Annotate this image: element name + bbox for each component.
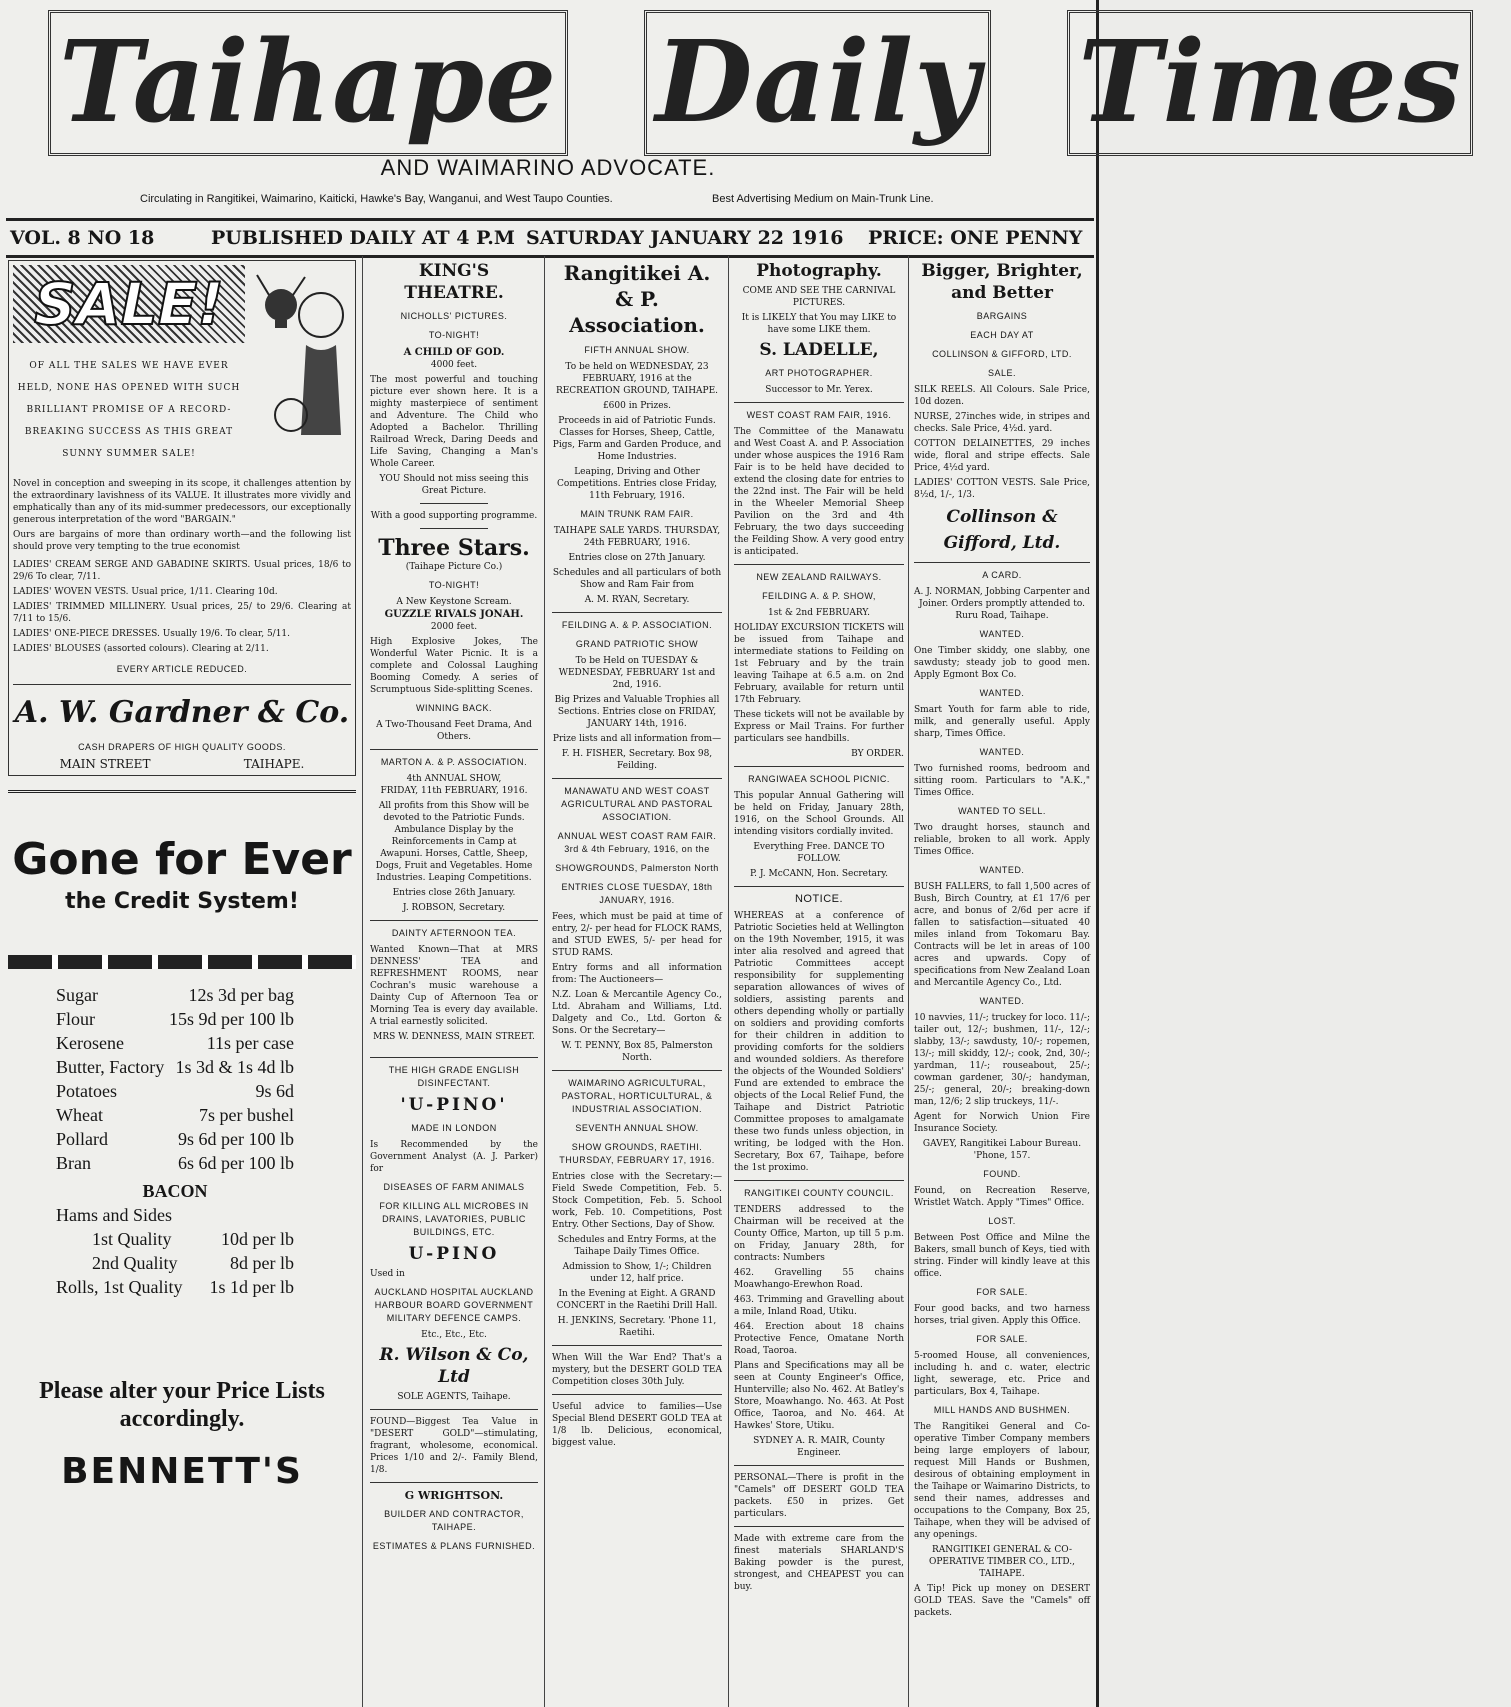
sale-item: LADIES' BLOUSES (assorted colours). Clearing at 2/11. [13,644,269,654]
penny-sec: W. T. PENNY, Box 85, Palmerston North. [561,1041,713,1063]
wanted-5-text: 10 navvies, 11/-; truckey for loco. 11/-; tailer out, 12/-; bushmen, 11/-, 12/-; slabby, 13/-; sawdusty, 10/-; ropemen, 13/-; mill skiddy, 12/-; cook, 2nd, 30/-; yardman, 11/-; rouseabout, 25/-; cowman gardener, 30/-; handyman, 25/-; general, 20/-; breaking-down man, 12/6; 2 slip truckeys, 11/-. [914,1013,1090,1107]
show-leaping: Leaping, Driving and Other Competitions. Entries close Friday, 11th February, 1916. [557,467,717,501]
issue-price: PRICE: ONE PENNY [868,227,1083,249]
price-list [8,977,356,1299]
miss-text: YOU Should not miss seeing this Great Picture. [379,474,529,496]
collinson-gifford: COLLINSON & GIFFORD, LTD. [932,349,1072,359]
gone-title: Gone for Ever [12,834,352,885]
found-head: FOUND. [983,1169,1021,1179]
gardner-address [13,758,351,771]
price-row: Kerosene 11s per case [56,1033,294,1053]
made-in-london: MADE IN LONDON [411,1123,497,1133]
column-rule [908,256,909,1707]
sale-item: LADIES' WOVEN VESTS. Usual price, 1/11. Clearing 10d. [13,587,278,597]
holiday-excursion: HOLIDAY EXCURSION TICKETS will be issued from Taihape and intermediate stations to Feilding on 1st February and by the train leaving Taihape at 6.5 a.m. on 2nd February, available for return until 17th February. [734,623,904,705]
rangiwaea-picnic: RANGIWAEA SCHOOL PICNIC. [748,774,890,784]
column-rule [728,256,729,1707]
gardner-town: TAIHAPE. [243,757,305,771]
kings-theatre: KING'S THEATRE. [404,261,504,303]
feilding-show: FEILDING A. & P. SHOW, [762,591,876,601]
masthead [10,10,1462,160]
volume-number: VOL. 8 NO 18 [10,227,155,249]
title-word-1: Taihape [48,10,568,156]
mill-hands: MILL HANDS AND BUSHMEN. [933,1405,1071,1415]
lost-head: LOST. [988,1216,1016,1226]
wanted-3: WANTED. [979,747,1025,757]
winning-text: A Two-Thousand Feet Drama, And Others. [376,720,532,742]
please-alter: Please alter your Price Lists accordingly. [39,1378,325,1432]
masthead-title [10,10,1462,156]
feet-2: 2000 feet. [430,622,478,632]
notice-head: NOTICE. [794,893,844,905]
art-photographer: ART PHOTOGRAPHER. [765,368,873,378]
manawatu-head: MANAWATU AND WEST COAST AGRICULTURAL AND PASTORAL ASSOCIATION. [561,786,713,822]
feilding-held: To be Held on TUESDAY & WEDNESDAY, FEBRUARY 1st and 2nd, 1916. [558,656,716,690]
tonight: TO-NIGHT! [428,330,480,340]
winning-back: WINNING BACK. [415,703,492,713]
tip: A Tip! Pick up money on DESERT GOLD TEAS. Save the "Camels" off packets. [914,1584,1090,1618]
every-article: EVERY ARTICLE REDUCED. [116,664,248,674]
tenders: TENDERS addressed to the Chairman will be received at the County Office, Marton, up till 5 p.m. on Friday, January 28th, for contracts: Numbers [734,1205,904,1263]
child-text: The most powerful and touching picture ever shown here. It is a mighty masterpiece of sentiment and Adventure. The Child who Adopted a Bachelor. Thrilling Railroad Wreck, Daring Deeds and Life Saving, Changing a Man's Whole Career. [370,375,538,469]
admission: Admission to Show, 1/-; Children under 12, half price. [562,1262,712,1284]
published-daily: PUBLISHED DAILY AT 4 P.M [211,227,515,249]
silk-reels: SILK REELS. All Colours. Sale Price, 10d dozen. [914,385,1090,407]
marton-text: All profits from this Show will be devoted to the Patriotic Funds. Ambulance Display by the Reinforcements in Camp at Awapuni. Horses, Cattle, Sheep, Dogs, Fruit and Vegetables. Home Industries. Leaping Competitions. [375,801,533,883]
sale-heading: SALE. [987,368,1016,378]
nurse: NURSE, 27inches wide, in stripes and checks. Sale Price, 4½d. yard. [914,412,1090,434]
useful-advice: Useful advice to families—Use Special Blend DESERT GOLD TEA at 1/8 lb. Delicious, economical, biggest value. [552,1402,722,1448]
used-in: Used in [370,1269,405,1279]
show-proceeds: Proceeds in aid of Patriotic Funds. Classes for Horses, Sheep, Cattle, Pigs, Farm and Garden Produce, and Home Industries. [552,416,722,462]
column-rule [362,256,363,1707]
to-sell-text: Two draught horses, staunch and reliable, broken to all work. Apply Times Office. [914,823,1090,857]
show-prizes: £600 in Prizes. [602,401,672,411]
clown-icon [251,265,351,465]
column-rule [544,256,545,1707]
grand-concert: In the Evening at Eight. A GRAND CONCERT in the Raetihi Drill Hall. [556,1289,718,1311]
estimates: ESTIMATES & PLANS FURNISHED. [372,1541,536,1551]
auctioneers: N.Z. Loan & Mercantile Agency Co., Ltd. Abraham and Williams, Ltd. Dalgety and Co., Ltd. Gorton & Sons. Or the Secretary— [552,990,722,1036]
show-held: To be held on WEDNESDAY, 23 FEBRUARY, 1916 at the RECREATION GROUND, TAIHAPE. [555,362,719,396]
kings-sub: NICHOLLS' PICTURES. [400,311,508,321]
gardner-sale-ad [8,260,356,776]
norman: A. J. NORMAN, Jobbing Carpenter and Joiner. Orders promptly attended to. Ruru Road, Taihape. [914,587,1090,621]
gardner-desc: CASH DRAPERS OF HIGH QUALITY GOODS. [78,742,286,752]
successor: Successor to Mr. Yerex. [765,385,873,395]
gavey: GAVEY, Rangitikei Labour Bureau. 'Phone, 157. [922,1139,1082,1161]
lost-text: Between Post Office and Milne the Bakers, small bunch of Keys, tied with string. Finder will kindly leave at this office. [914,1233,1090,1279]
vests: LADIES' COTTON VESTS. Sale Price, 8½d, 1/-, 1/3. [914,478,1090,500]
column-2 [370,256,538,1707]
sale-intro: OF ALL THE SALES WE HAVE EVER HELD, NONE HAS OPENED WITH SUCH BRILLIANT PROMISE OF A RECORD-BREAKING SUCCESS AS THIS GREAT SUNNY SUMMER SALE! [17,361,241,459]
dateline [6,218,1094,258]
etc: Etc., Etc., Etc. [421,1330,487,1340]
wrightson: G WRIGHTSON. [404,1489,504,1502]
microbes: FOR KILLING ALL MICROBES IN DRAINS, LAVATORIES, PUBLIC BUILDINGS, ETC. [379,1201,529,1237]
notice-text: WHEREAS at a conference of Patriotic Societies held at Wellington on the 19th November, 1915, it was inter alia resolved and agreed that Patriotic Committees accept responsibility for supplementing separation allowances of wives of soldiers, assisting parents and others depending wholly or partially on soldiers and providing comforts for their children in addition to providing comforts for the soldiers and wounded soldiers. As therefore the objects of the Wounded Soldiers' Fund are extended to embrace the objects of the Local Relief Fund, the Taihape and District Patriotic Committee proposes to amalgamate these two funds unless objection, in writing, be lodged with the Hon. Secretary, Box 67, Taihape, before the 1st proximo. [734,911,904,1173]
marton-show: 4th ANNUAL SHOW, [406,774,502,784]
sale-item: LADIES' CREAM SERGE AND GABADINE SKIRTS. Usual prices, 18/6 to 29/6 To clear, 7/11. [13,560,351,582]
photography-head: Photography. [756,261,882,281]
everything-free: Everything Free. DANCE TO FOLLOW. [753,842,885,864]
dainty-head: DAINTY AFTERNOON TEA. [391,928,517,938]
wanted-4-text: BUSH FALLERS, to fall 1,500 acres of Bush, Birch Country, at £1 17/6 per acre, and bonus of 2/6d per acre if fallen to satisfaction—situated 40 miles inland from Tokomaru Bay. Contracts will be let in areas of 100 acres and upwards. Copy of specifications from New Zealand Loan and Mercantile Agency Co., Ltd. [914,882,1090,988]
mill-text: The Rangitikei General and Co-operative Timber Company members being large employers of labour, request Mill Hands or Bushmen, desirous of obtaining employment in the Taihape or Waimarino Districts, to send their names, addresses and occupations to the Company, Box 25, Taihape, when they will be advised of any openings. [914,1422,1090,1540]
gardner-street: MAIN STREET [59,757,151,771]
schedules: Schedules and all particulars of both Show and Ram Fair from [552,568,722,590]
wanted-to-sell: WANTED TO SELL. [958,806,1046,816]
marton-head: MARTON A. & P. ASSOCIATION. [380,757,528,767]
price-row: Pollard 9s 6d per 100 lb [56,1129,294,1149]
entries-secretary: Entries close with the Secretary:— Field Swede Competition, Feb. 5. Stock Competition, Feb. 5. School work, Feb. 10. Competitions, Post Entry. Other Sections, Day of Show. [552,1172,722,1230]
ryan-sec: A. M. RYAN, Secretary. [584,595,690,605]
sale-item: LADIES' ONE-PIECE DRESSES. Usually 19/6. To clear, 5/11. [13,629,291,639]
gone-subtitle: the Credit System! [65,889,299,914]
wanted-4: WANTED. [979,865,1025,875]
three-stars: Three Stars. [378,535,530,561]
bacon-row: Rolls, 1st Quality 1s 1d per lb [56,1277,294,1297]
marton-close: Entries close 26th January. [392,888,516,898]
wanted-2-text: Smart Youth for farm able to ride, milk, and generally useful. Apply sharp, Times Office. [914,705,1090,739]
feet-1: 4000 feet. [430,360,478,370]
carnival-pictures: COME AND SEE THE CARNIVAL PICTURES. [742,286,896,308]
bargains: BARGAINS [976,311,1028,321]
for-sale-2: FOR SALE. [976,1334,1028,1344]
wanted-5: WANTED. [979,996,1025,1006]
advertising-text: Best Advertising Medium on Main-Trunk Line. [712,193,934,205]
for-sale-2-text: 5-roomed House, all conveniences, including h. and c. water, electric light, sewerage, etc. Price and particulars, Box 4, Taihape. [914,1351,1090,1397]
feilding-ap: FEILDING A. & P. ASSOCIATION. [561,620,713,630]
disinfectant-head: THE HIGH GRADE ENGLISH DISINFECTANT. [388,1065,520,1088]
sale-ours-text: Ours are bargains of more than ordinary worth—and the following list should prove very tempting to the true economist [13,530,351,552]
entries-january: Entries close on 27th January. [568,553,706,563]
taihape-sale-yards: TAIHAPE SALE YARDS. THURSDAY, 24th FEBRUARY, 1916. [553,526,721,548]
a-card: A CARD. [982,570,1022,580]
contract-item: 462. Gravelling 55 chains Moawhango-Erewhon Road. [734,1268,904,1290]
west-coast-ram: WEST COAST RAM FAIR, 1916. [746,410,892,420]
prize-lists: Prize lists and all information from— [552,734,722,744]
waimarino-head: WAIMARINO AGRICULTURAL, PASTORAL, HORTICULTURAL, & INDUSTRIAL ASSOCIATION. [561,1078,713,1114]
jenkins-sec: H. JENKINS, Secretary. 'Phone 11, Raetihi. [557,1316,717,1338]
wanted-1: WANTED. [979,629,1025,639]
found-tea: FOUND—Biggest Tea Value in "DESERT GOLD"—stimulating, fragrant, wholesome, economical. Prices 1/10 and 2/-. Family Blend, 1/8. [370,1417,538,1475]
guzzle: GUZZLE RIVALS JONAH. [384,609,524,620]
price-row: Potatoes 9s 6d [56,1081,294,1101]
bigger-brighter: Bigger, Brighter, and Better [921,261,1083,303]
upino-text: Is Recommended by the Government Analyst (A. J. Parker) for [370,1140,538,1174]
raetihi-grounds: SHOW GROUNDS, RAETIHI. THURSDAY, FEBRUARY 17, 1916. [559,1142,715,1165]
seventh-show: SEVENTH ANNUAL SHOW. [575,1123,699,1133]
title-word-2: Daily [644,10,991,156]
sale-novel-text: Novel in conception and sweeping in its scope, it challenges attention by the extraordinary lavishness of its VALUE. It illustrates more vividly and emphatically than any of its mid-summer predecessors, our exceptionally generous interpretation of the word "BARGAIN." [13,479,351,525]
likely-text: It is LIKELY that You may LIKE to have some LIKE them. [741,313,897,335]
column-1 [8,256,356,1707]
wanted-2: WANTED. [979,688,1025,698]
wanted-3-text: Two furnished rooms, bedroom and sitting room. Particulars to "A.K.," Times Office. [914,764,1090,798]
dainty-text: Wanted Known—That at MRS DENNESS' TEA and REFRESHMENT ROOMS, near Cochran's music warehouse a Dainty Cup of Afternoon Tea or Morning Tea is every day available. A trial earnestly solicited. [370,945,538,1027]
feb-dates: 1st & 2nd FEBRUARY. [768,608,870,618]
by-order: BY ORDER. [851,749,904,759]
bacon-row: 1st Quality 10d per lb [92,1229,294,1249]
decorative-bar [8,955,356,969]
masthead-subtitle: AND WAIMARINO ADVOCATE. [380,155,716,180]
diseases: DISEASES OF FARM ANIMALS [383,1182,525,1192]
grand-patriotic: GRAND PATRIOTIC SHOW [575,639,699,649]
for-sale-1-text: Four good backs, and two harness horses, trial given. Apply this Office. [914,1304,1090,1326]
clown-illustration [251,265,351,465]
builder: BUILDER AND CONTRACTOR, TAIHAPE. [384,1509,524,1532]
issue-date: SATURDAY JANUARY 22 1916 [526,227,844,249]
bacon-row: 2nd Quality 8d per lb [92,1253,294,1273]
upino-name-2: U-PINO [408,1244,500,1264]
bacon-heading: BACON [142,1181,208,1201]
fisher-sec: F. H. FISHER, Secretary. Box 98, Feilding. [561,749,713,771]
county-council: RANGITIKEI COUNTY COUNCIL. [744,1188,894,1198]
guzzle-text: High Explosive Jokes, The Wonderful Water Picnic. It is a complete and Colossal Laughing Booming Comedy. A series of Scrumptuous Side-splitting Scenes. [370,637,538,695]
denness-sign: MRS W. DENNESS, MAIN STREET. [373,1032,535,1042]
ram-text: The Committee of the Manawatu and West Coast A. and P. Association under whose auspices the 1916 Ram Fair is to be held have decided to extend the closing date for entries to the 22nd inst. The Fair will be held in the Wheeler Memorial Sheep Pavilion on the 3rd and 4th February, the two days succeeding the Feilding Show. A very good entry is anticipated. [734,427,904,557]
price-row: Flour 15s 9d per 100 lb [56,1009,294,1029]
marton-secretary: J. ROBSON, Secretary. [402,903,506,913]
annual-ram-fair: ANNUAL WEST COAST RAM FAIR. 3rd & 4th February, 1916, on the [557,831,717,854]
picnic-text: This popular Annual Gathering will be held on Friday, January 28th, 1916, on the School Grounds. All intending visitors cordially invited. [734,791,904,837]
price-row: Butter, Factory 1s 3d & 1s 4d lb [56,1057,294,1077]
personal: PERSONAL—There is profit in the "Camels" off DESERT GOLD TEA packets. £50 in prizes. Get particulars. [734,1473,904,1519]
nz-railways: NEW ZEALAND RAILWAYS. [756,572,882,582]
taihape-pictures: (Taihape Picture Co.) [405,562,503,572]
found-text: Found, on Recreation Reserve, Wristlet Watch. Apply "Times" Office. [914,1186,1090,1208]
mair-engineer: SYDNEY A. R. MAIR, County Engineer. [753,1436,885,1458]
rg-coop: RANGITIKEI GENERAL & CO-OPERATIVE TIMBER CO., LTD., TAIHAPE. [928,1545,1076,1579]
price-row: Sugar 12s 3d per bag [56,985,294,1005]
entry-forms: Entry forms and all information from: The Auctioneers— [552,963,722,985]
wilson-co: R. Wilson & Co, Ltd [379,1345,529,1387]
tonight-2: TO-NIGHT! [428,580,480,590]
price-row: Wheat 7s per bushel [56,1105,294,1125]
gardner-firm: A. W. Gardner & Co. [14,695,350,730]
column-3 [552,256,722,1707]
column-4 [734,256,904,1707]
sharland: Made with extreme care from the finest materials SHARLAND'S Baking powder is the purest, strongest, and CHEAPEST you can buy. [734,1534,904,1592]
agent: Agent for Norwich Union Fire Insurance Society. [914,1112,1090,1134]
fifth-show: FIFTH ANNUAL SHOW. [584,345,690,355]
each-day: EACH DAY AT [970,330,1034,340]
bennetts-name: BENNETT'S [61,1451,303,1492]
keystone: A New Keystone Scream. [396,597,512,607]
sale-banner [13,265,351,468]
contract-item: 464. Erection about 18 chains Protective Fence, Omatane North Road, Taoroa. [734,1322,904,1356]
price-row: Bran 6s 6d per 100 lb [56,1153,294,1173]
war-end: When Will the War End? That's a mystery, but the DESERT GOLD TEA Competition closes 30th July. [552,1353,722,1387]
showgrounds: SHOWGROUNDS, Palmerston North [555,863,719,873]
sole-agents: SOLE AGENTS, Taihape. [397,1392,511,1402]
column-5 [914,256,1090,1707]
for-sale-1: FOR SALE. [976,1287,1028,1297]
cg-ltd: Collinson & Gifford, Ltd. [943,507,1061,553]
schedules-2: Schedules and Entry Forms, at the Taihape Daily Times Office. [557,1235,717,1257]
bacon-row: Hams and Sides [56,1205,172,1225]
plans: Plans and Specifications may all be seen at County Engineer's Office, Hunterville; also No. 462. At Batley's Store, Moawhango. No. 463. At Post Office, Taoroa, and No. 464. At Hawkes' Store, Utiku. [734,1361,904,1431]
supporting-text: With a good supporting programme. [370,511,538,521]
cotton: COTTON DELAINETTES, 29 inches wide, floral and stripe effects. Sale Price, 4½d yard. [914,439,1090,473]
rangitikei-ap-head: Rangitikei A. & P. Association. [563,261,711,337]
hospitals: AUCKLAND HOSPITAL AUCKLAND HARBOUR BOARD GOVERNMENT MILITARY DEFENCE CAMPS. [374,1287,534,1323]
sale-word: SALE! [13,265,245,343]
fees: Fees, which must be paid at time of entry, 2/- per head for FLOCK RAMS, and STUD EWES, 5/- per head for STUD RAMS. [552,912,722,958]
tickets-note: These tickets will not be available by Express or Mail Trains. For further particulars see handbills. [734,710,904,744]
ladelle-name: S. LADELLE, [759,340,879,360]
title-word-3: Times [1067,10,1473,156]
bennetts-ad [8,790,356,1493]
marton-date: FRIDAY, 11th FEBRUARY, 1916. [380,786,528,796]
entries-18: ENTRIES CLOSE TUESDAY, 18th JANUARY, 1916. [561,882,713,905]
main-trunk-ram: MAIN TRUNK RAM FAIR. [580,509,694,519]
contract-item: 463. Trimming and Gravelling about a mile, Inland Road, Utiku. [734,1295,904,1317]
big-prizes: Big Prizes and Valuable Trophies all Sections. Entries close on FRIDAY, JANUARY 14th, 1916. [554,695,720,729]
child-of-god: A CHILD OF GOD. [403,347,505,358]
wanted-1-text: One Timber skiddy, one slabby, one sawdusty; steady job to good men. Apply Egmont Box Co. [914,646,1090,680]
upino-name: 'U-PINO' [400,1095,508,1115]
circulation-text: Circulating in Rangitikei, Waimarino, Kaiticki, Hawke's Bay, Wanganui, and West Taupo Counties. [140,193,613,205]
mccann-sec: P. J. McCANN, Hon. Secretary. [749,869,889,879]
sale-item: LADIES' TRIMMED MILLINERY. Usual prices, 25/ to 29/6. Clearing at 7/11 to 15/6. [13,602,351,624]
